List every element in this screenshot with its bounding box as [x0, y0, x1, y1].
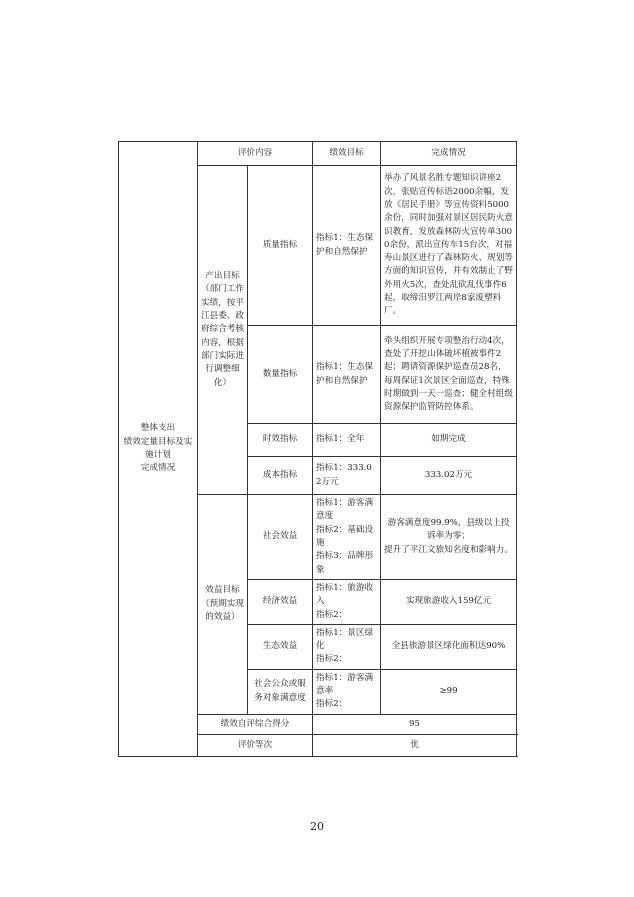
- indicator-name: 社会公众或服 务对象满意度: [248, 669, 313, 714]
- indicator-target: 指标1：旅游收入 指标2：: [313, 579, 381, 624]
- indicator-name: 经济效益: [248, 579, 313, 624]
- indicator-name: 数量指标: [248, 326, 313, 424]
- indicator-name: 质量指标: [248, 166, 313, 326]
- performance-evaluation-table: [118, 141, 517, 757]
- indicator-target: 指标1：游客满意率 指标2：: [313, 669, 381, 714]
- indicator-status: 举办了风景名胜专题知识讲座2次，张贴宣传标语2000余幅，发放《居民手册》等宣传资料5000余份，同时加强对景区居民防火意识教育，发放森林防火宣传单3000余份，派出宣传车15台次，对福寿山景区进行了森林防火、规划等方面的知识宣传，并有效制止了野外用火5次，查处乱砍乱伐事件6起，取缔汨罗江两岸8家废塑料厂。: [381, 166, 517, 326]
- indicator-status: 全县旅游景区绿化面积达90%: [381, 624, 517, 669]
- indicator-status: 实现旅游收入159亿元: [381, 579, 517, 624]
- indicator-status: 如期完成: [381, 424, 517, 457]
- header-status: 完成情况: [381, 142, 517, 166]
- indicator-status: 游客满意度99.9%，县级以上投诉率为零； 提升了平江文旅知名度和影响力。: [381, 495, 517, 580]
- indicator-target: 指标1：生态保护和自然保护: [313, 166, 381, 326]
- page-number: 20: [310, 820, 324, 833]
- score-label: 绩效自评综合得分: [198, 714, 313, 734]
- section-label-cell: 整体支出 绩效定量目标及实 施计划 完成情况: [119, 142, 198, 757]
- indicator-target: 指标1：生态保护和自然保护: [313, 326, 381, 424]
- indicator-name: 社会效益: [248, 495, 313, 580]
- score-value: 95: [313, 714, 517, 734]
- grade-label: 评价等次: [198, 734, 313, 756]
- grade-value: 优: [313, 734, 517, 756]
- indicator-name: 成本指标: [248, 457, 313, 495]
- header-target: 绩效目标: [313, 142, 381, 166]
- indicator-name: 时效指标: [248, 424, 313, 457]
- indicator-status: 牵头组织开展专项整治行动4次，查处了开挖山体破坏植被事件2起；聘请资源保护巡查员28名，每周保证1次景区全面巡查，特殊时期做到一天一巡查；健全村组级资源保护监管防控体系。: [381, 326, 517, 424]
- indicator-target: 指标1：游客满意度 指标2：基础设施 指标3：品牌形象: [313, 495, 381, 580]
- indicator-target: 指标1：全年: [313, 424, 381, 457]
- table-header-row: [119, 142, 517, 166]
- indicator-name: 生态效益: [248, 624, 313, 669]
- effect-target-label: 效益目标 （预期实现 的效益）: [198, 495, 248, 715]
- output-target-label: 产出目标 （部门工作 实绩，按平 江县委、政 府综合考核 内容，根据 部门实际进 行调整细 化）: [198, 166, 248, 495]
- header-content: 评价内容: [198, 142, 313, 166]
- indicator-status: 333.02万元: [381, 457, 517, 495]
- indicator-status: ≥99: [381, 669, 517, 714]
- indicator-target: 指标1：333.02万元: [313, 457, 381, 495]
- indicator-target: 指标1：景区绿化 指标2：: [313, 624, 381, 669]
